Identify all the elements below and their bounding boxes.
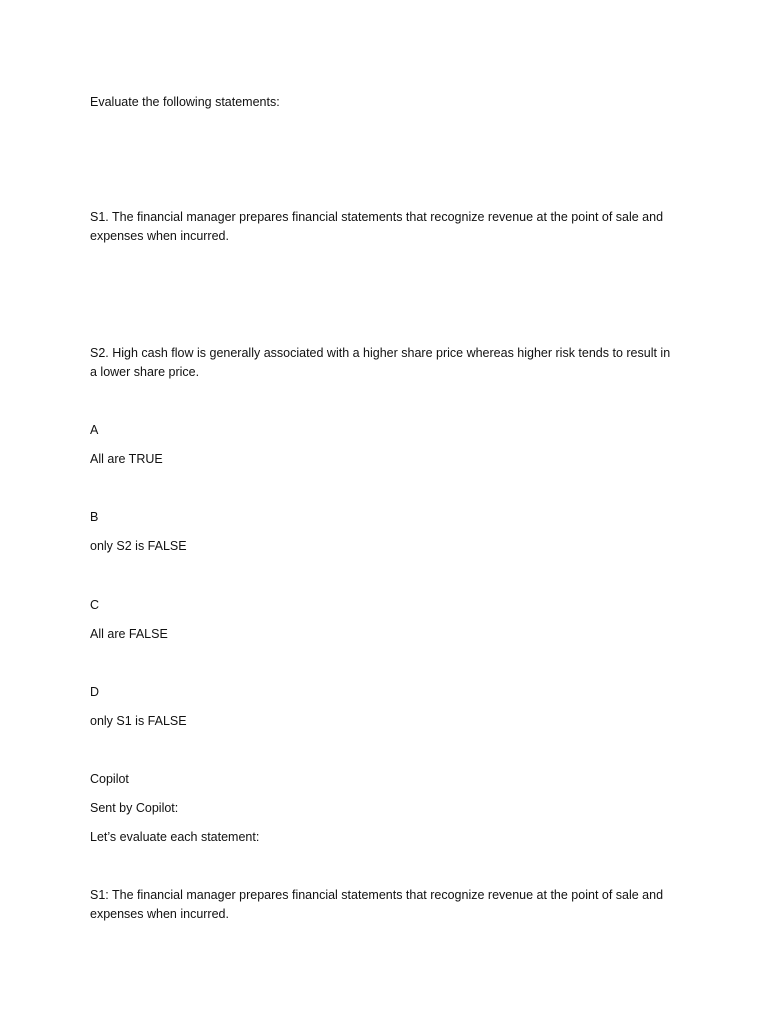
copilot-label: Copilot xyxy=(90,772,129,786)
evaluation-intro: Let’s evaluate each statement: xyxy=(90,830,260,844)
question-prompt: Evaluate the following statements: xyxy=(90,95,280,109)
statement-s2: S2. High cash flow is generally associated with a higher share price whereas higher risk tends to result in a lower share price. xyxy=(90,346,671,379)
statement-s1-evaluation: S1: The financial manager prepares financial statements that recognize revenue at the point of sale and expenses when incurred. xyxy=(90,888,664,921)
option-b-letter: B xyxy=(90,510,99,524)
statement-s1: S1. The financial manager prepares financial statements that recognize revenue at the point of sale and expenses when incurred. xyxy=(90,210,664,243)
option-b-text: only S2 is FALSE xyxy=(90,539,187,553)
option-d-letter: D xyxy=(90,685,100,699)
option-c-text: All are FALSE xyxy=(90,627,168,641)
option-c-letter: C xyxy=(90,598,100,612)
option-a-text: All are TRUE xyxy=(90,452,163,466)
option-d-text: only S1 is FALSE xyxy=(90,714,187,728)
option-a-letter: A xyxy=(90,423,99,437)
sent-by-label: Sent by Copilot: xyxy=(90,801,179,815)
